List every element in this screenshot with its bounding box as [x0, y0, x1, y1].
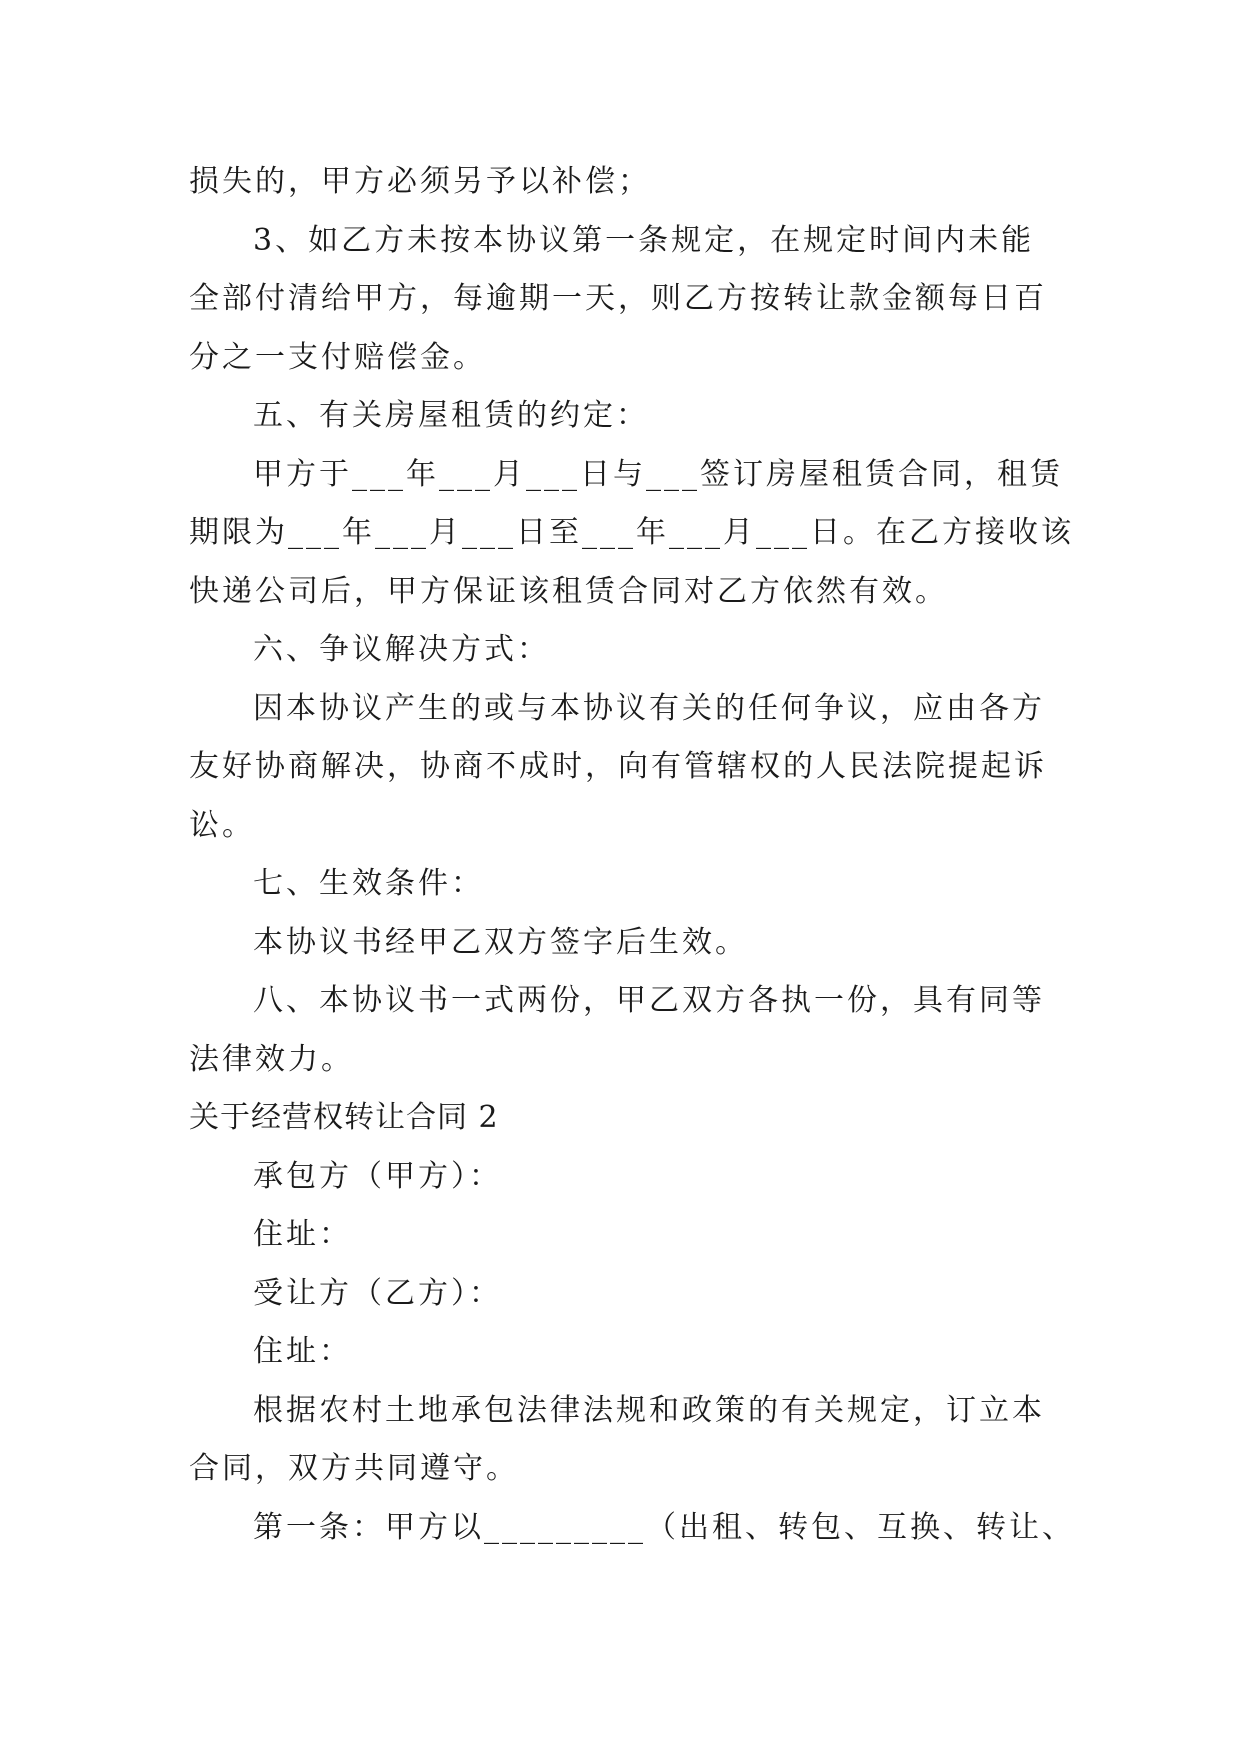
- text-line: 本协议书经甲乙双方签字后生效。: [253, 924, 748, 960]
- text-line: 合同，双方共同遵守。: [189, 1451, 519, 1486]
- text-line: 友好协商解决，协商不成时，向有管辖权的人民法院提起诉: [189, 749, 1047, 784]
- party-a-label: 承包方（甲方）：: [253, 1158, 502, 1194]
- text-line: 因本协议产生的或与本协议有关的任何争议，应由各方: [253, 690, 1045, 726]
- text-line: 损失的，甲方必须另予以补偿；: [189, 164, 651, 199]
- text-line: 讼。: [189, 807, 255, 843]
- party-b-address-label: 住址：: [253, 1334, 352, 1369]
- section-heading-6: 六、争议解决方式：: [253, 632, 550, 667]
- section-heading-5: 五、有关房屋租赁的约定：: [253, 398, 649, 433]
- text-line: 期限为___年___月___日至___年___月___日。在乙方接收该: [189, 515, 1074, 550]
- party-b-label: 受让方（乙方）：: [253, 1275, 502, 1311]
- contract-title: 关于经营权转让合同 2: [189, 1100, 499, 1135]
- text-line: 分之一支付赔偿金。: [189, 339, 486, 375]
- document-body: [189, 153, 1075, 1557]
- text-line: 全部付清给甲方，每逾期一天，则乙方按转让款金额每日百: [189, 281, 1047, 316]
- text-line: 根据农村土地承包法律法规和政策的有关规定，订立本: [253, 1392, 1045, 1428]
- text-line: 甲方于___年___月___日与___签订房屋租赁合同，租赁: [253, 456, 1063, 492]
- party-a-address-label: 住址：: [253, 1217, 352, 1252]
- text-line: 3、如乙方未按本协议第一条规定，在规定时间内未能: [253, 222, 1035, 258]
- section-heading-7: 七、生效条件：: [253, 866, 484, 901]
- text-line: 快递公司后，甲方保证该租赁合同对乙方依然有效。: [189, 573, 948, 609]
- section-heading-8: 八、本协议书一式两份，甲乙双方各执一份，具有同等: [253, 983, 1045, 1018]
- text-line: 法律效力。: [189, 1041, 354, 1077]
- article-1-line: 第一条：甲方以_________（出租、转包、互换、转让、: [253, 1509, 1075, 1545]
